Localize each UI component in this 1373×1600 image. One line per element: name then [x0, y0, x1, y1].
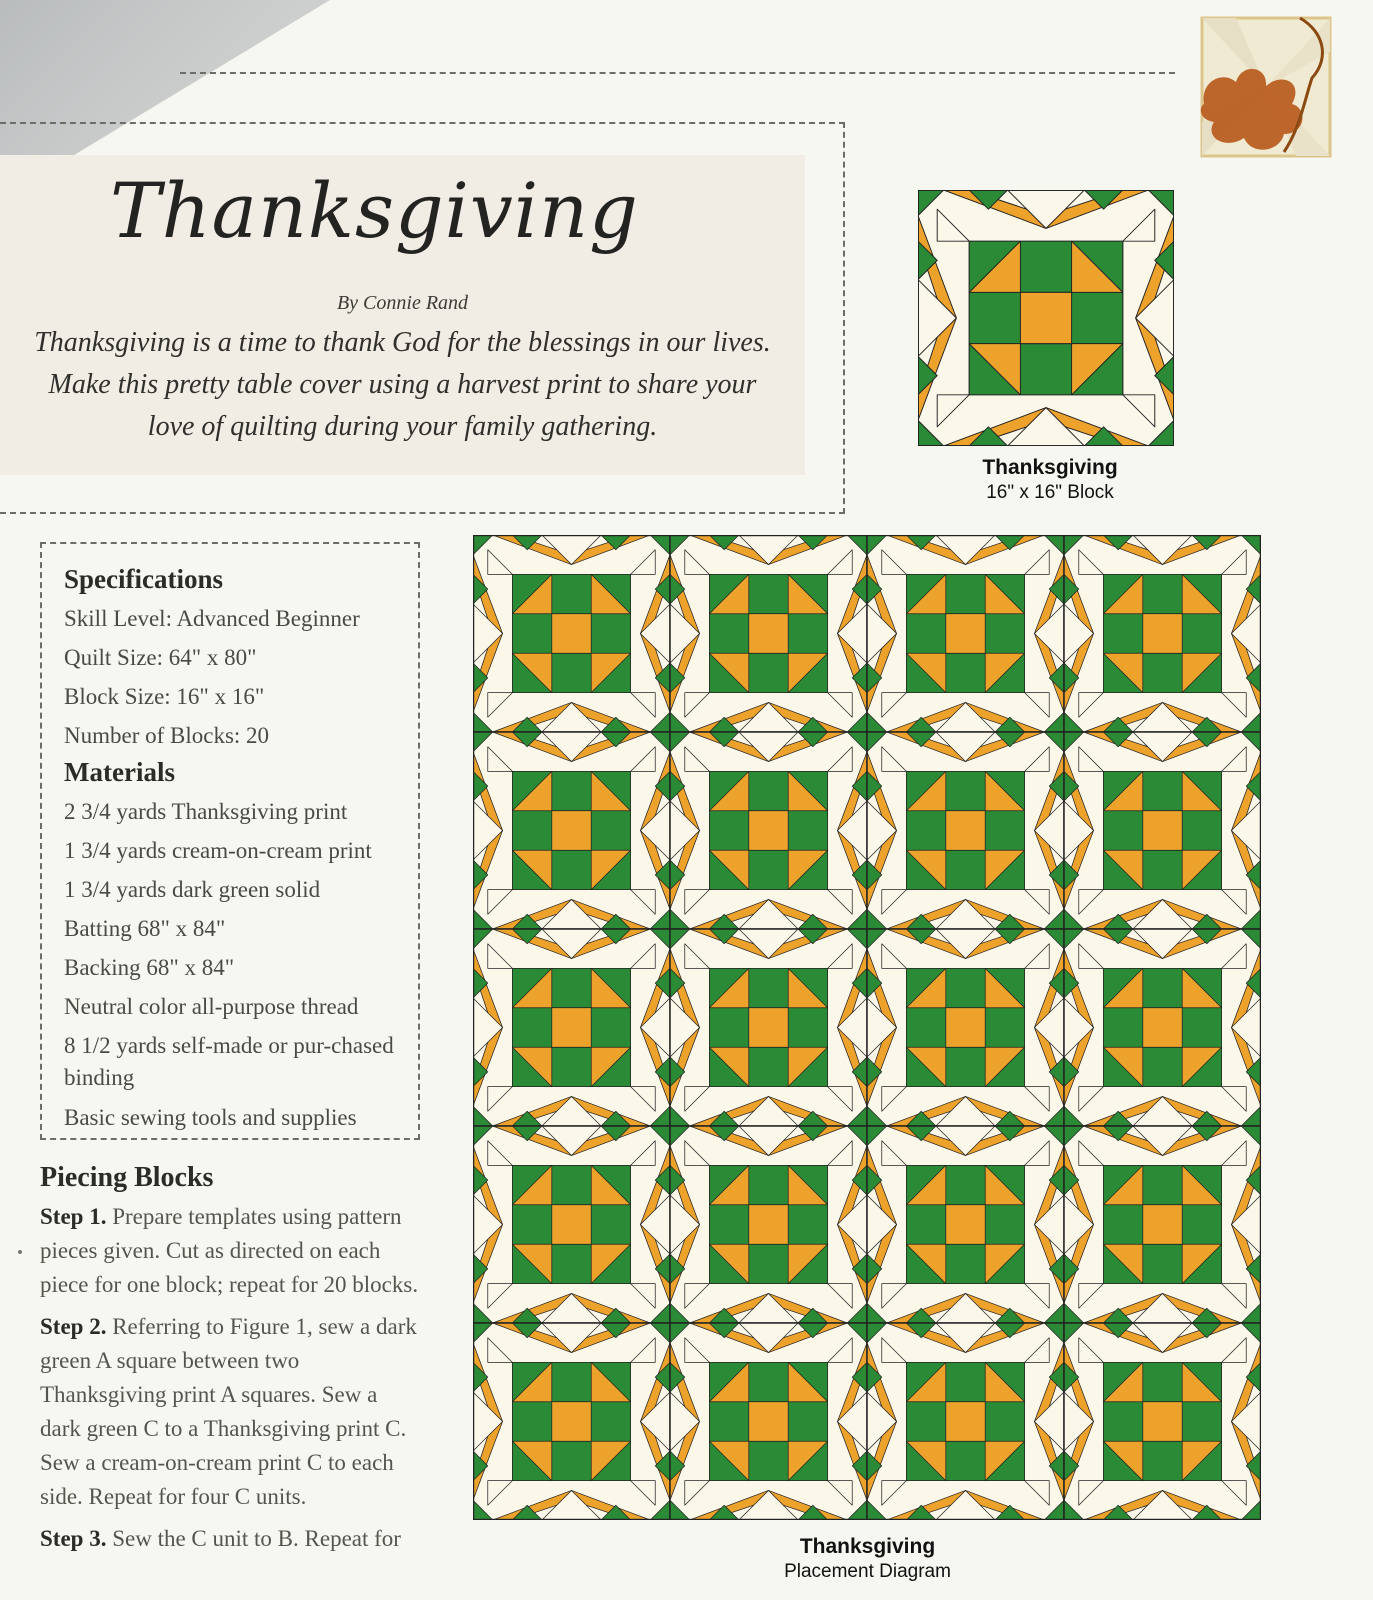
spec-item: Block Size: 16" x 16" [64, 684, 265, 709]
gold-center-square [1143, 811, 1182, 850]
gold-center-square [552, 1205, 591, 1244]
quilt-block [1064, 929, 1261, 1126]
step-label: Step 2. [40, 1314, 107, 1339]
quilt-block [670, 929, 867, 1126]
material-item: Backing 68" x 84" [64, 955, 235, 980]
gold-center-square [749, 1008, 788, 1047]
oak-leaf-logo-icon [1196, 12, 1336, 162]
material-item: 8 1/2 yards self-made or pur-chased binding [64, 1033, 394, 1090]
quilt-block [670, 535, 867, 732]
spec-item: Skill Level: Advanced Beginner [64, 606, 360, 631]
gold-center-square [552, 811, 591, 850]
quilt-block [867, 1126, 1064, 1323]
spec-item: Quilt Size: 64" x 80" [64, 645, 257, 670]
gold-center-square [749, 811, 788, 850]
quilt-block [1064, 1126, 1261, 1323]
material-item: Batting 68" x 84" [64, 916, 226, 941]
author-byline: By Connie Rand [336, 292, 469, 314]
gold-center-square [946, 1205, 985, 1244]
step-label: Step 3. [40, 1526, 107, 1551]
quilt-block [867, 535, 1064, 732]
step-label: Step 1. [40, 1204, 107, 1229]
step-text: Referring to Figure 1, sew a dark green A square between two Thanksgiving print A squares. Sew a dark green C to a Thanksgiving print C. Sew a cream-on-cream print C to each side. Repeat for four C units. [40, 1314, 417, 1509]
specifications-heading: Specifications [64, 564, 223, 594]
placement-caption-subtitle: Placement Diagram [784, 1561, 951, 1582]
gold-center-square [946, 614, 985, 653]
paper-speck [18, 1250, 22, 1254]
quilt-block [1064, 732, 1261, 929]
materials-heading: Materials [64, 757, 175, 787]
gold-center-square [552, 1008, 591, 1047]
gold-center-square [552, 614, 591, 653]
gold-center-square [749, 1402, 788, 1441]
step-paragraph [40, 1200, 420, 1302]
placement-diagram [473, 535, 1261, 1520]
material-item: 1 3/4 yards dark green solid [64, 877, 321, 902]
spec-item: Number of Blocks: 20 [64, 723, 270, 748]
gold-center-square [749, 614, 788, 653]
piecing-heading: Piecing Blocks [40, 1162, 214, 1193]
block-caption-title: Thanksgiving [982, 456, 1118, 479]
material-item: 2 3/4 yards Thanksgiving print [64, 799, 348, 824]
quilt-block [473, 535, 670, 732]
quilt-block [670, 1126, 867, 1323]
quilt-block [1064, 1323, 1261, 1520]
gold-center-square [1020, 292, 1071, 343]
gold-center-square [1143, 1205, 1182, 1244]
gold-center-square [946, 811, 985, 850]
quilt-block [867, 929, 1064, 1126]
quilt-block [867, 732, 1064, 929]
step-text: Sew the C unit to B. Repeat for [112, 1526, 401, 1551]
material-item: Neutral color all-purpose thread [64, 994, 359, 1019]
piecing-section [40, 1162, 420, 1564]
step-paragraph [40, 1522, 420, 1556]
page-title: Thanksgiving [110, 166, 639, 255]
gold-center-square [749, 1205, 788, 1244]
quilt-block [867, 1323, 1064, 1520]
specifications-box [40, 542, 420, 1140]
block-caption-size: 16" x 16" Block [986, 482, 1114, 503]
material-item: Basic sewing tools and supplies [64, 1105, 357, 1130]
quilt-block [473, 929, 670, 1126]
quilt-block [473, 1126, 670, 1323]
material-item: 1 3/4 yards cream-on-cream print [64, 838, 372, 863]
quilt-block [670, 732, 867, 929]
intro-text: Thanksgiving is a time to thank God for the blessings in our lives. Make this pretty table cover using a harvest print to share your love of quilting during your family gathering. [34, 327, 771, 442]
gold-center-square [1143, 1402, 1182, 1441]
gold-center-square [946, 1008, 985, 1047]
gold-center-square [946, 1402, 985, 1441]
step-paragraph [40, 1310, 420, 1514]
gold-center-square [1143, 614, 1182, 653]
block-diagram [918, 190, 1174, 446]
top-dashed-rule [180, 72, 1175, 74]
step-text: Prepare templates using pattern pieces given. Cut as directed on each piece for one block; repeat for 20 blocks. [40, 1204, 419, 1297]
quilt-block [670, 1323, 867, 1520]
gold-center-square [1143, 1008, 1182, 1047]
quilt-block [1064, 535, 1261, 732]
quilt-block [473, 1323, 670, 1520]
block-caption [930, 456, 1170, 504]
placement-caption-title: Thanksgiving [799, 1535, 936, 1558]
placement-caption [730, 1535, 1005, 1583]
quilt-block [918, 190, 1174, 446]
gold-center-square [552, 1402, 591, 1441]
quilt-block [473, 732, 670, 929]
